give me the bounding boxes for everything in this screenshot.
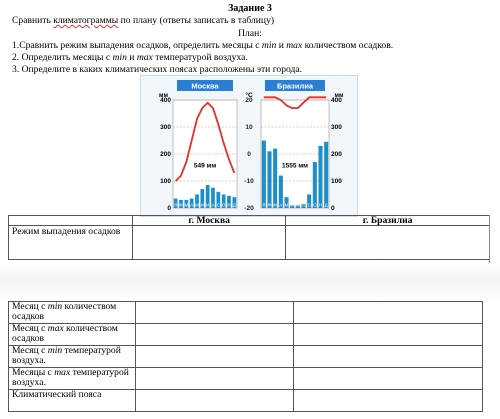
table-header-brasilia: г. Бразилиа bbox=[286, 216, 490, 226]
temp-tick-label: -20 bbox=[244, 205, 254, 212]
table-cell-moscow[interactable] bbox=[133, 226, 286, 260]
month-label: О bbox=[313, 202, 317, 208]
month-label: Н bbox=[227, 202, 231, 208]
month-label: Ф bbox=[179, 202, 183, 208]
plan-step-3: 3. Определите в каких климатических поясах расположены эти города. bbox=[12, 64, 303, 75]
bar bbox=[318, 146, 322, 208]
chart-title: Бразилиа bbox=[276, 81, 314, 91]
y-tick-label: 0 bbox=[167, 205, 171, 212]
comparison-table bbox=[8, 215, 490, 260]
temp-tick-label: 10 bbox=[245, 124, 253, 131]
month-label: М bbox=[195, 202, 199, 208]
answer-cell-moscow[interactable] bbox=[136, 390, 293, 412]
month-label: С bbox=[216, 202, 220, 208]
row-label: Климатический пояса bbox=[9, 390, 136, 412]
month-label: С bbox=[307, 202, 311, 208]
axis-label-mm: мм bbox=[334, 93, 344, 99]
precip-total: 549 мм bbox=[193, 162, 217, 170]
axis-label-mm: мм bbox=[159, 93, 168, 99]
month-label: А bbox=[279, 202, 283, 208]
month-label: И bbox=[206, 202, 210, 208]
month-label: М bbox=[273, 202, 277, 208]
temp-tick-label: 20 bbox=[245, 97, 253, 104]
y-tick-label: 100 bbox=[160, 178, 171, 185]
temp-tick-label: 0 bbox=[247, 151, 251, 158]
row-label: Месяц с min температурой воздуха. bbox=[9, 346, 136, 368]
bar bbox=[262, 141, 266, 209]
answer-cell-brasilia[interactable] bbox=[293, 302, 482, 324]
answer-cell-brasilia[interactable] bbox=[293, 346, 482, 368]
chart-title: Москва bbox=[191, 81, 219, 91]
answer-cell-brasilia[interactable] bbox=[293, 324, 482, 346]
climatogram-figure bbox=[140, 75, 358, 217]
month-label: А bbox=[190, 202, 194, 208]
y-tick-label: 100 bbox=[331, 178, 342, 185]
table-row-label: Режим выпадения осадков bbox=[9, 226, 133, 260]
month-label: И bbox=[296, 202, 300, 208]
month-label: М bbox=[284, 202, 289, 208]
bar bbox=[267, 151, 271, 208]
table-row bbox=[9, 390, 483, 412]
bar bbox=[273, 149, 277, 208]
plan-step-1: 1.Сравнить режим выпадения осадков, определить месяцы с min и max количеством осадков. bbox=[12, 40, 394, 51]
month-label: А bbox=[302, 202, 305, 208]
month-label: И bbox=[200, 202, 204, 208]
y-tick-label: 200 bbox=[331, 151, 342, 158]
task-intro: Сравнить климатограммы по плану (ответы записать в таблицу) bbox=[12, 15, 275, 26]
page-gap bbox=[0, 263, 500, 301]
plan-step-2: 2. Определить месяцы с min и max температурой воздуха. bbox=[12, 52, 248, 63]
answer-cell-moscow[interactable] bbox=[136, 368, 293, 390]
answer-cell-moscow[interactable] bbox=[136, 346, 293, 368]
month-label: Я bbox=[262, 202, 266, 208]
y-tick-label: 300 bbox=[160, 124, 171, 131]
answer-cell-moscow[interactable] bbox=[136, 324, 293, 346]
table-cell-brasilia[interactable] bbox=[286, 226, 490, 260]
y-tick-label: 200 bbox=[160, 151, 171, 158]
table-row bbox=[9, 302, 483, 324]
month-label: И bbox=[290, 202, 294, 208]
month-label: Д bbox=[324, 202, 328, 208]
answer-cell-brasilia[interactable] bbox=[293, 390, 482, 412]
temp-tick-label: -10 bbox=[244, 178, 254, 185]
month-label: Ф bbox=[267, 202, 272, 208]
answer-cell-moscow[interactable] bbox=[136, 302, 293, 324]
task-title: Задание 3 bbox=[228, 3, 272, 14]
answer-cell-brasilia[interactable] bbox=[293, 368, 482, 390]
month-label: О bbox=[222, 202, 226, 208]
table-header-moscow: г. Москва bbox=[133, 216, 286, 226]
precip-total: 1555 мм bbox=[282, 162, 308, 170]
month-label: Я bbox=[174, 202, 178, 208]
y-tick-label: 0 bbox=[331, 205, 335, 212]
month-label: Н bbox=[318, 202, 323, 208]
row-label: Месяц с min количеством осадков bbox=[9, 302, 136, 324]
month-label: М bbox=[184, 202, 189, 208]
climatogram-svg bbox=[141, 76, 357, 216]
bar bbox=[324, 142, 328, 208]
bar bbox=[313, 162, 317, 208]
row-label: Месяцы с max температурой воздуха. bbox=[9, 368, 136, 390]
table-header-blank bbox=[9, 216, 133, 226]
month-label: А bbox=[211, 202, 215, 208]
table-row bbox=[9, 324, 483, 346]
plan-label: План: bbox=[238, 28, 262, 39]
y-tick-label: 300 bbox=[331, 124, 342, 131]
answers-table bbox=[8, 301, 483, 412]
table-row bbox=[9, 346, 483, 368]
y-tick-label: 400 bbox=[331, 97, 342, 104]
month-label: Д bbox=[232, 202, 236, 208]
axis-label-celsius: °C bbox=[245, 92, 253, 99]
table-row bbox=[9, 368, 483, 390]
spellcheck-word: климатограммы bbox=[53, 15, 119, 26]
row-label: Месяц с max количеством осадков bbox=[9, 324, 136, 346]
y-tick-label: 400 bbox=[160, 97, 171, 104]
